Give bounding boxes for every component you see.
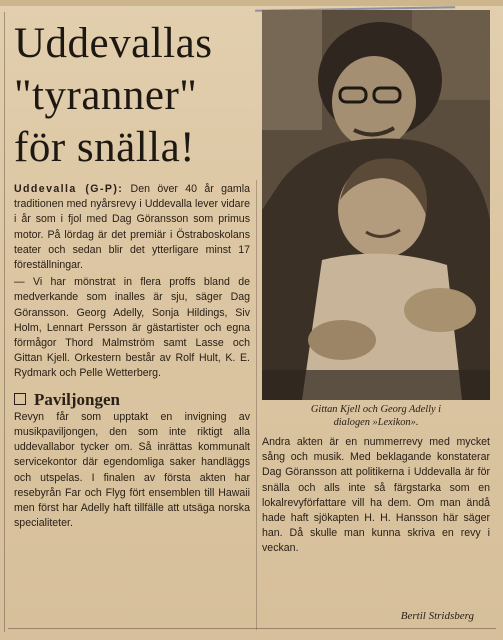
- second-act-paragraph: Andra akten är en nummerrevy med mycket sång och musik. Med beklagande konstaterar Dag Göransson att politikerna i Uddevalla är för snälla och alls inte så färgstarka som en lokalrevyförfattare vill ha dem. Om man ändå hade haft sjökapten H. H. Hansson här säger han. Då skulle man kunna skriva en revy i veckan.: [262, 436, 490, 555]
- article-left-column: [14, 182, 250, 533]
- caption-line-2: dialogen »Lexikon».: [333, 417, 419, 428]
- dateline: Uddevalla (G-P):: [14, 183, 124, 195]
- headline: [14, 18, 254, 174]
- headline-line-1: Uddevallas: [14, 20, 213, 67]
- caption-line-1: Gittan Kjell och Georg Adelly i: [310, 404, 442, 415]
- left-column-rule: [4, 12, 5, 632]
- headline-line-2: "tyranner": [14, 72, 198, 119]
- bottom-rule: [8, 628, 496, 629]
- intro-paragraph: [14, 182, 250, 273]
- paviljongen-paragraph: Revyn får som upptakt en invigning av musikpaviljongen, den som inte riktigt alla uddevallabor tycker om. Så inrättas kommunalt servicekontor där egendomliga saker handläggs och utspelas. I finalen av första akten har resebyrån Far och Flyg fört ensemblen till Hawaii men först har Adelly haft tillfälle att utsäga norska specialiteter.: [14, 410, 250, 530]
- column-divider: [256, 180, 257, 630]
- photo-caption: [262, 403, 490, 429]
- headline-line-3: för snälla!: [14, 124, 196, 171]
- intro-text: Den över 40 år gamla traditionen med nyårsrevy i Uddevalla lever vidare i år som i fjol med Dag Göransson som primus motor. På lördag är det premiär i Östraboskolans teater och sedan blir det ytterligare minst 17 föreställningar.: [14, 183, 250, 272]
- photo: [262, 10, 490, 400]
- subhead-text: Paviljongen: [34, 389, 120, 409]
- photo-illustration: [262, 10, 490, 400]
- article-right-column: [262, 435, 490, 557]
- square-bullet-icon: [14, 393, 26, 405]
- quote-paragraph: — Vi har mönstrat in flera proffs bland de medverkande som inalles är sju, säger Dag Göransson. Georg Adelly, Sonja Hildings, Siv Holm, Lennart Persson är gästartister och egna förmågor Thord Malmström samt Lasse och Gittan Kjell. Orkestern består av Rolf Hult, K. E. Rydmark och Pelle Wetterberg.: [14, 276, 250, 380]
- subhead: [14, 389, 250, 409]
- byline: Bertil Stridsberg: [400, 610, 474, 622]
